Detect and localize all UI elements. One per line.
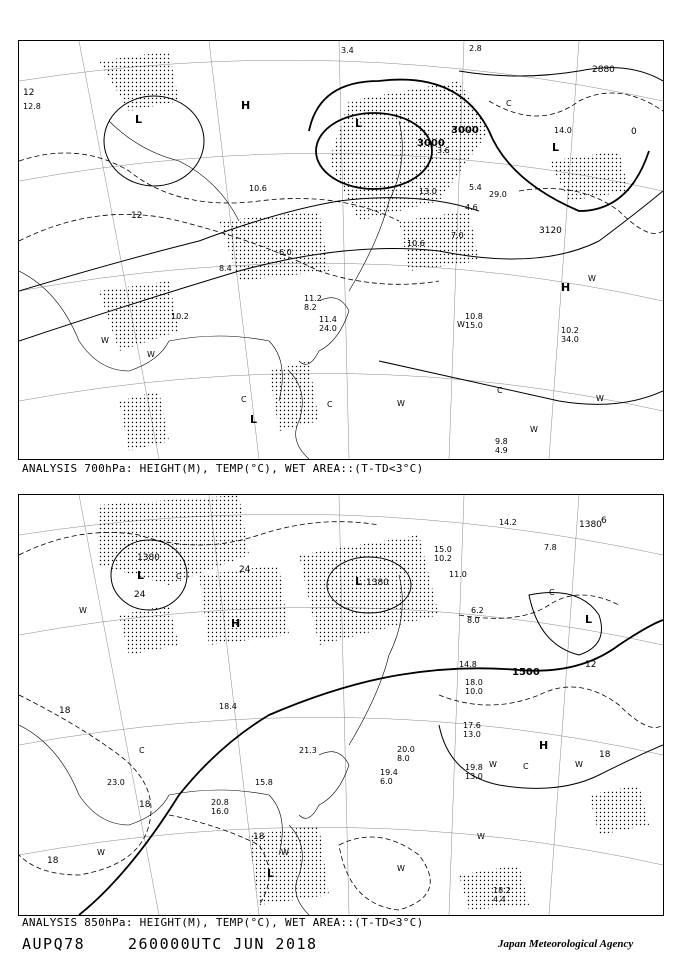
station-value: 20.8 (211, 798, 229, 807)
cold-mark: C (506, 99, 512, 108)
high-center: H (539, 739, 549, 752)
temp-label-0: 0 (631, 127, 637, 137)
station-value: 13.0 (465, 772, 483, 781)
high-center: H (231, 617, 241, 630)
station-value: 10.0 (465, 687, 483, 696)
contour-label-1380-east: 1380 (579, 520, 602, 530)
panel-850-caption: ANALYSIS 850hPa: HEIGHT(M), TEMP(°C), WET AREA::(T-TD<3°C) (22, 916, 424, 929)
station-value: 11.2 (304, 294, 322, 303)
station-value: 10.6 (407, 239, 425, 248)
station-value: 10.2 (561, 326, 579, 335)
station-value: 34.0 (561, 335, 579, 344)
warm-mark: W (79, 606, 87, 615)
chart-code: AUPQ78 (22, 935, 86, 953)
valid-time: 260000UTC JUN 2018 (128, 935, 318, 953)
warm-mark: W (101, 336, 109, 345)
contour-label-1380: 1380 (137, 553, 160, 563)
station-value: 11.4 (319, 315, 337, 324)
warm-mark: W (97, 848, 105, 857)
contour-label-3000: 3000 (417, 138, 445, 149)
warm-mark: W (596, 394, 604, 403)
station-value: 4.9 (495, 446, 508, 455)
cold-mark: C (176, 572, 182, 581)
station-value: 29.0 (489, 190, 507, 199)
station-value: 8.0 (397, 754, 410, 763)
station-value: 17.6 (463, 721, 481, 730)
station-value: 14.8 (459, 660, 477, 669)
station-value: 10.2 (434, 554, 452, 563)
low-center: L (355, 575, 363, 588)
station-value: 18.4 (219, 702, 237, 711)
station-value: 6.2 (471, 606, 484, 615)
station-value: 15.8 (255, 778, 273, 787)
station-value: 18.2 (493, 886, 511, 895)
station-value: 7.0 (451, 231, 464, 240)
contour-label-1500: 1500 (512, 667, 540, 678)
temp-label-12-west: 12 (23, 88, 35, 98)
cold-mark: C (327, 400, 333, 409)
contour-label-1380-japan: 1380 (366, 578, 389, 588)
temp-label-24: 24 (239, 565, 251, 575)
station-value: 9.8 (495, 437, 508, 446)
temp-label-12: 12 (585, 660, 597, 670)
temp-label-18: 18 (599, 750, 611, 760)
low-center: L (355, 117, 363, 130)
warm-mark: W (489, 760, 497, 769)
low-center: L (137, 569, 145, 582)
contour-label-2880: 2880 (592, 65, 615, 75)
warm-mark: W (397, 399, 405, 408)
temp-label-18: 18 (253, 832, 265, 842)
low-center: L (585, 613, 593, 626)
station-value: 10.2 (171, 312, 189, 321)
warm-mark: W (457, 320, 465, 329)
station-value: 5.4 (469, 183, 482, 192)
contour-label-3000-east: 3000 (451, 125, 479, 136)
station-value: 10.6 (249, 184, 267, 193)
station-value: 3.4 (341, 46, 354, 55)
station-value: 14.0 (554, 126, 572, 135)
high-center: H (561, 281, 571, 294)
cold-mark: C (549, 588, 555, 597)
warm-mark: W (575, 760, 583, 769)
temp-label-18: 18 (47, 856, 59, 866)
station-value: 24.0 (319, 324, 337, 333)
warm-mark: W (530, 425, 538, 434)
temp-label-12: 12 (131, 211, 143, 221)
station-value: 13.0 (419, 187, 437, 196)
temp-label-24: 24 (134, 590, 146, 600)
graticule (19, 41, 663, 459)
map-850hpa (19, 495, 663, 915)
high-center: H (241, 99, 251, 112)
station-value: 2.8 (469, 44, 482, 53)
low-center: L (552, 141, 560, 154)
cold-mark: C (139, 746, 145, 755)
warm-mark: W (397, 864, 405, 873)
contour-label-3120: 3120 (539, 226, 562, 236)
station-value: 6.0 (279, 248, 292, 257)
map-panel-850hpa (18, 494, 664, 916)
station-value: 11.0 (449, 570, 467, 579)
station-value: 8.2 (304, 303, 317, 312)
warm-mark: W (477, 832, 485, 841)
station-value: 16.0 (211, 807, 229, 816)
station-value: 4.4 (493, 895, 506, 904)
station-value: 8.0 (467, 616, 480, 625)
cold-mark: C (497, 386, 503, 395)
cold-mark: C (523, 762, 529, 771)
low-center: L (135, 113, 143, 126)
station-value: 15.0 (434, 545, 452, 554)
station-value: 18.0 (465, 678, 483, 687)
station-value: 8.4 (219, 264, 232, 273)
station-value: 14.2 (499, 518, 517, 527)
station-value: 10.8 (465, 312, 483, 321)
station-value: 15.0 (465, 321, 483, 330)
low-center: L (267, 867, 275, 880)
panel-700-caption: ANALYSIS 700hPa: HEIGHT(M), TEMP(°C), WET AREA::(T-TD<3°C) (22, 462, 424, 475)
station-value: 19.4 (380, 768, 398, 777)
station-value: 7.8 (544, 543, 557, 552)
station-value: 20.0 (397, 745, 415, 754)
wet-areas (99, 51, 629, 451)
warm-mark: W (588, 274, 596, 283)
station-value: 21.3 (299, 746, 317, 755)
map-panel-700hpa (18, 40, 664, 460)
station-value: 23.0 (107, 778, 125, 787)
agency-name: Japan Meteorological Agency (498, 938, 634, 950)
warm-mark: W (147, 350, 155, 359)
station-value: 6.0 (380, 777, 393, 786)
cold-mark: C (241, 395, 247, 404)
warm-mark: W (281, 848, 289, 857)
temp-label-18: 18 (59, 706, 71, 716)
temp-label-6: 6 (601, 516, 607, 526)
station-value: 12.8 (23, 102, 41, 111)
station-value: 19.8 (465, 763, 483, 772)
temp-label-18: 18 (139, 800, 151, 810)
low-center: L (250, 413, 258, 426)
map-700hpa (19, 41, 663, 459)
station-value: 3.6 (437, 146, 450, 155)
station-value: 13.0 (463, 730, 481, 739)
station-value: 4.6 (465, 203, 478, 212)
